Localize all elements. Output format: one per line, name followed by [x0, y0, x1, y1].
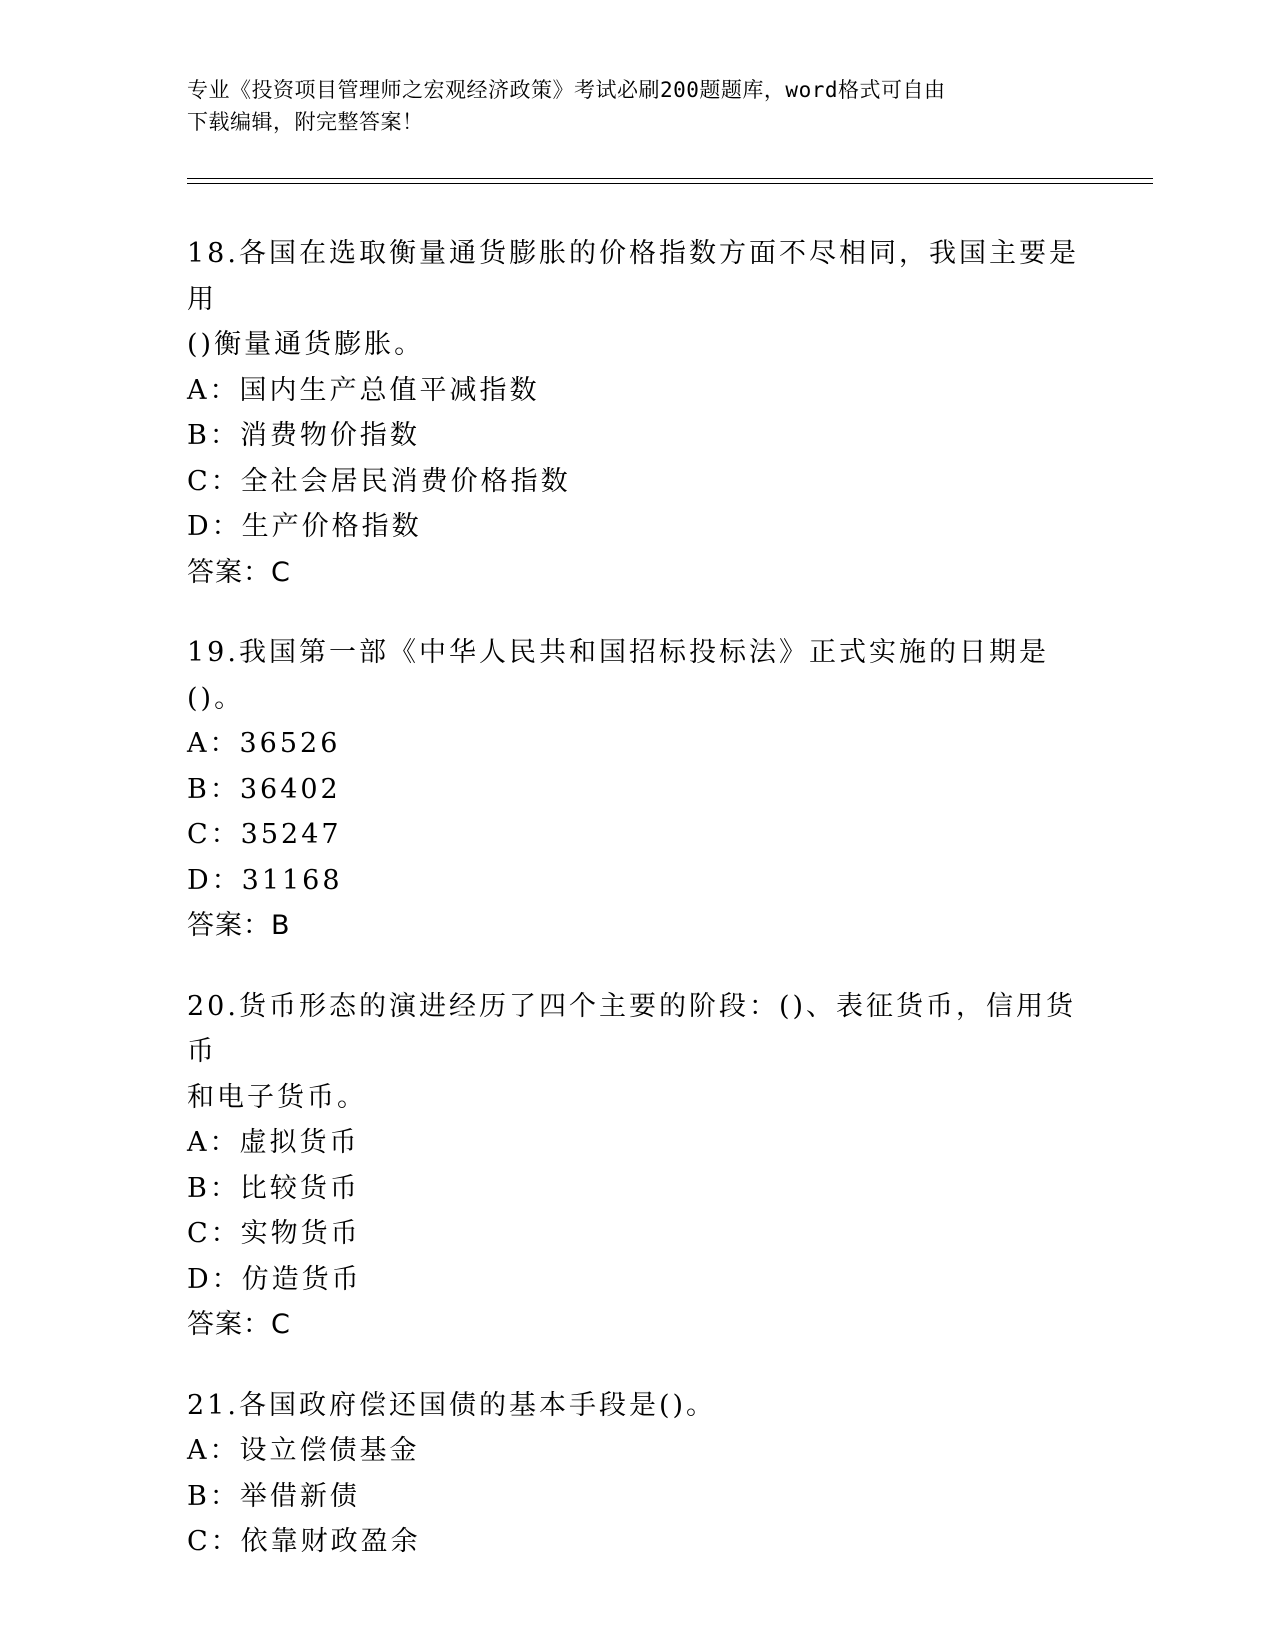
answer: 答案：C	[187, 556, 291, 588]
option-a: A：设立偿债基金	[187, 1435, 420, 1466]
header-divider-bottom	[187, 183, 1153, 184]
option-b: B：消费物价指数	[187, 420, 420, 451]
option-d: D：生产价格指数	[187, 511, 422, 542]
question-21	[187, 1383, 1087, 1565]
option-a: A：国内生产总值平减指数	[187, 374, 540, 406]
option-d: D：仿造货币	[187, 1263, 362, 1295]
option-c: C：实物货币	[187, 1218, 361, 1249]
answer: 答案：B	[187, 910, 291, 941]
answer: 答案：C	[187, 1309, 291, 1340]
option-d: D：31168	[187, 864, 343, 896]
document-header	[187, 74, 1067, 138]
question-stem-continued: 和电子货币。	[187, 1081, 367, 1113]
option-b: B：比较货币	[187, 1172, 360, 1204]
question-stem: 18.各国在选取衡量通货膨胀的价格指数方面不尽相同，我国主要是用	[187, 238, 1079, 315]
option-c: C：全社会居民消费价格指数	[187, 465, 571, 497]
question-stem-continued: ()衡量通货膨胀。	[187, 329, 425, 360]
question-stem: 19.我国第一部《中华人民共和国招标投标法》正式实施的日期是()。	[187, 637, 1049, 714]
option-a: A：虚拟货币	[187, 1127, 360, 1158]
header-divider-top	[187, 178, 1153, 179]
question-stem: 20.货币形态的演进经历了四个主要的阶段：()、表征货币，信用货币	[187, 990, 1077, 1067]
question-list	[187, 231, 1087, 1600]
option-b: B：36402	[187, 773, 341, 805]
question-stem: 21.各国政府偿还国债的基本手段是()。	[187, 1389, 717, 1421]
option-b: B：举借新债	[187, 1480, 360, 1512]
question-18	[187, 231, 1087, 595]
question-19	[187, 630, 1087, 949]
header-line-1: 专业《投资项目管理师之宏观经济政策》考试必刷200题题库，word格式可自由	[187, 78, 946, 102]
option-a: A：36526	[187, 728, 341, 759]
question-20	[187, 984, 1087, 1348]
header-line-2: 下载编辑，附完整答案！	[187, 110, 424, 134]
option-c: C：依靠财政盈余	[187, 1526, 421, 1557]
option-c: C：35247	[187, 819, 342, 850]
